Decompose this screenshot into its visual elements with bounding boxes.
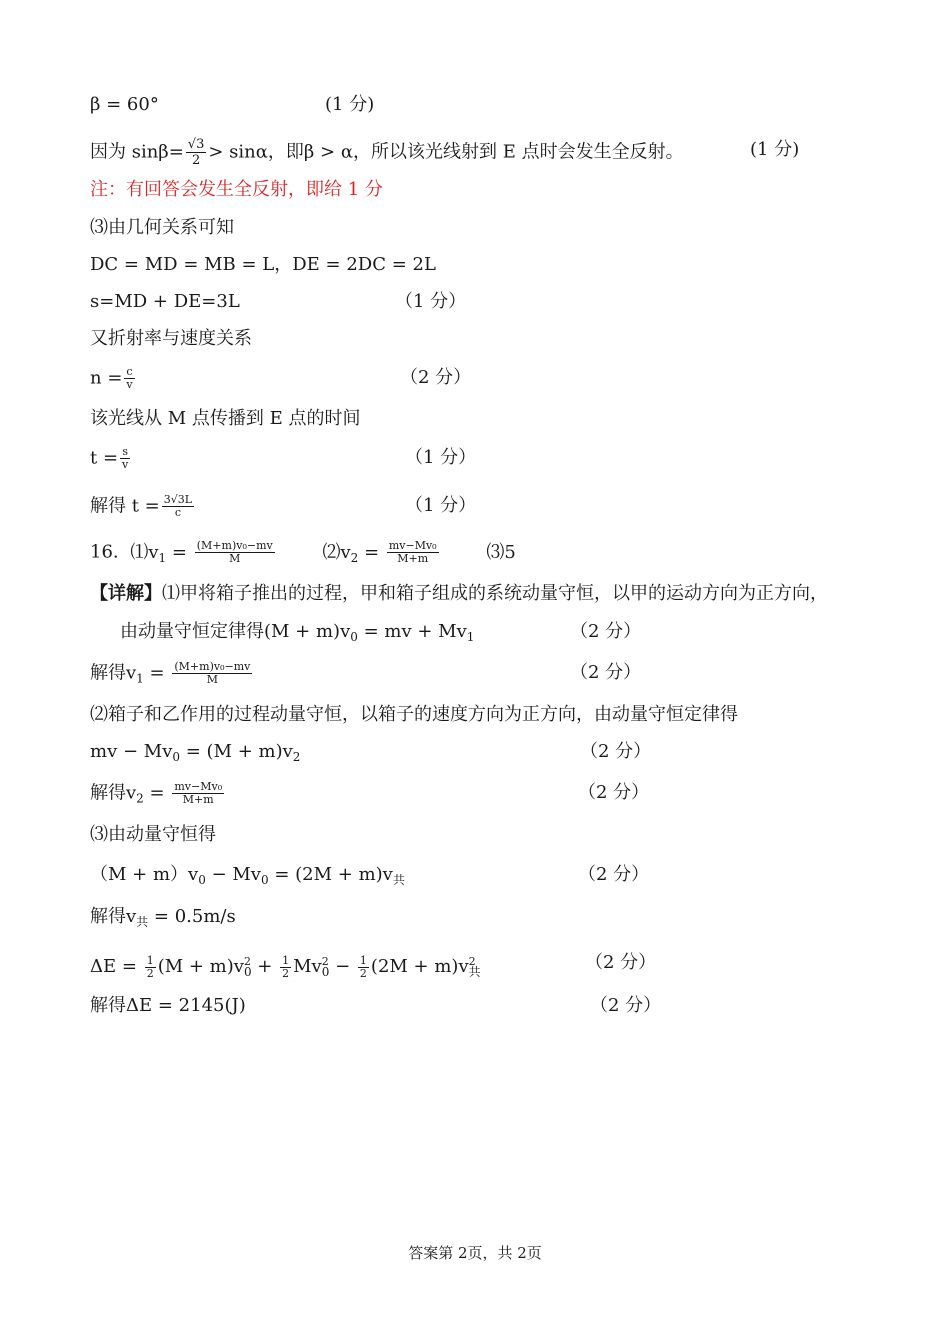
- because-prefix: 因为 sinβ=: [90, 141, 184, 163]
- answer-1: $⑴v_1$ = $\frac{\text{(M+m)v₀−mv}}{M}$: [130, 539, 273, 565]
- score-solve-t: （1 分）: [405, 495, 477, 516]
- score-because: (1 分): [750, 139, 800, 160]
- score-solve-delta-e: （2 分）: [590, 995, 662, 1016]
- sqrt3-over-2: $\frac{√3}{2}$: [187, 137, 205, 168]
- note-red: 注：有回答会发生全反射，即给 1 分: [90, 179, 383, 200]
- page-footer: 答案第 2页，共 2页: [408, 1244, 542, 1262]
- score-eq2: （2 分）: [580, 741, 652, 762]
- eq2-equation: mv − $Mv_0 = (M + m)v_2$: [90, 741, 301, 764]
- dc-equation: DC = MD = MB = L，DE = 2DC = 2L: [90, 254, 436, 275]
- score-delta-e: （2 分）: [585, 952, 657, 973]
- half-3: $\frac{1}{2}$: [359, 953, 367, 980]
- answer-1-fraction: $\frac{\text{(M+m)v₀−mv}}{M}$: [196, 539, 273, 565]
- s-over-v: $\frac{s}{v}$: [122, 445, 129, 471]
- score-beta: (1 分): [325, 94, 375, 115]
- solve1-equation: 解得$v_1$ = $\frac{\text{(M+m)v₀−mv}}{M}$: [90, 660, 251, 686]
- beta-equation: β = 60°: [90, 94, 159, 115]
- half-2: $\frac{1}{2}$: [282, 953, 290, 980]
- score-n: （2 分）: [400, 367, 472, 388]
- eq3-equation: $(M + m)v_0 - Mv_0 = (2M + m)v_共$: [90, 864, 405, 887]
- score-t: （1 分）: [405, 447, 477, 468]
- q16-number: 16.: [90, 541, 119, 563]
- half-1: $\frac{1}{2}$: [146, 953, 154, 980]
- delta-e-equation: ΔE = $\frac{1}{2}$ $(M + m)v^2_0$ + $\frac{1}{2}$ $Mv^2_0$ − $\frac{1}{2}$ $(2M + m)v^2_共$: [90, 953, 481, 980]
- because-suffix: > sinα，即β > α，所以该光线射到 E 点时会发生全反射。: [208, 141, 684, 163]
- score-solve1: （2 分）: [570, 662, 642, 683]
- solve-delta-e: 解得ΔE = 2145(J): [90, 995, 246, 1016]
- solve3-equation: 解得$v_共 = 0.5m/s$: [90, 906, 236, 929]
- because-line: [90, 137, 684, 168]
- c-over-v: $\frac{c}{v}$: [126, 365, 133, 391]
- detail-label: 【详解】: [90, 583, 162, 604]
- answer-2-fraction: $\frac{\text{mv−Mv₀}}{M+m}$: [388, 539, 437, 565]
- solve2-fraction: $\frac{\text{mv−Mv₀}}{M+m}$: [174, 780, 223, 806]
- part2-text: ⑵箱子和乙作用的过程动量守恒，以箱子的速度方向为正方向，由动量守恒定律得: [90, 704, 738, 725]
- score-s: （1 分）: [395, 291, 467, 312]
- score-eq3: （2 分）: [578, 864, 650, 885]
- s-equation: s=MD + DE=3L: [90, 291, 240, 312]
- law1-equation: 由动量守恒定律得$(M + m)v_0$ = mv + $Mv_1$: [120, 621, 475, 644]
- n-equation: n = $\frac{c}{v}$: [90, 365, 133, 391]
- solve2-equation: 解得$v_2$ = $\frac{\text{mv−Mv₀}}{M+m}$: [90, 780, 223, 806]
- part3-title: ⑶由几何关系可知: [90, 217, 234, 238]
- answer-2: $⑵v_2$ = $\frac{\text{mv−Mv₀}}{M+m}$: [322, 539, 437, 565]
- detail-text: ⑴甲将箱子推出的过程，甲和箱子组成的系统动量守恒，以甲的运动方向为正方向，: [162, 583, 828, 604]
- 3sqrt3L-over-c: $\frac{3√3L}{c}$: [163, 493, 193, 519]
- score-solve2: （2 分）: [578, 782, 650, 803]
- score-law1: （2 分）: [570, 621, 642, 642]
- detail-line: [90, 582, 828, 606]
- part3-text: ⑶由动量守恒得: [90, 824, 216, 845]
- q16-answers: [90, 540, 516, 570]
- solve1-fraction: $\frac{\text{(M+m)v₀−mv}}{M}$: [174, 660, 251, 686]
- t-equation: t = $\frac{s}{v}$: [90, 445, 129, 471]
- answer-3: ⑶5: [486, 541, 516, 563]
- solve-t-equation: 解得 t = $\frac{3√3L}{c}$: [90, 493, 193, 519]
- time-text: 该光线从 M 点传播到 E 点的时间: [90, 408, 361, 429]
- refraction-text: 又折射率与速度关系: [90, 328, 252, 349]
